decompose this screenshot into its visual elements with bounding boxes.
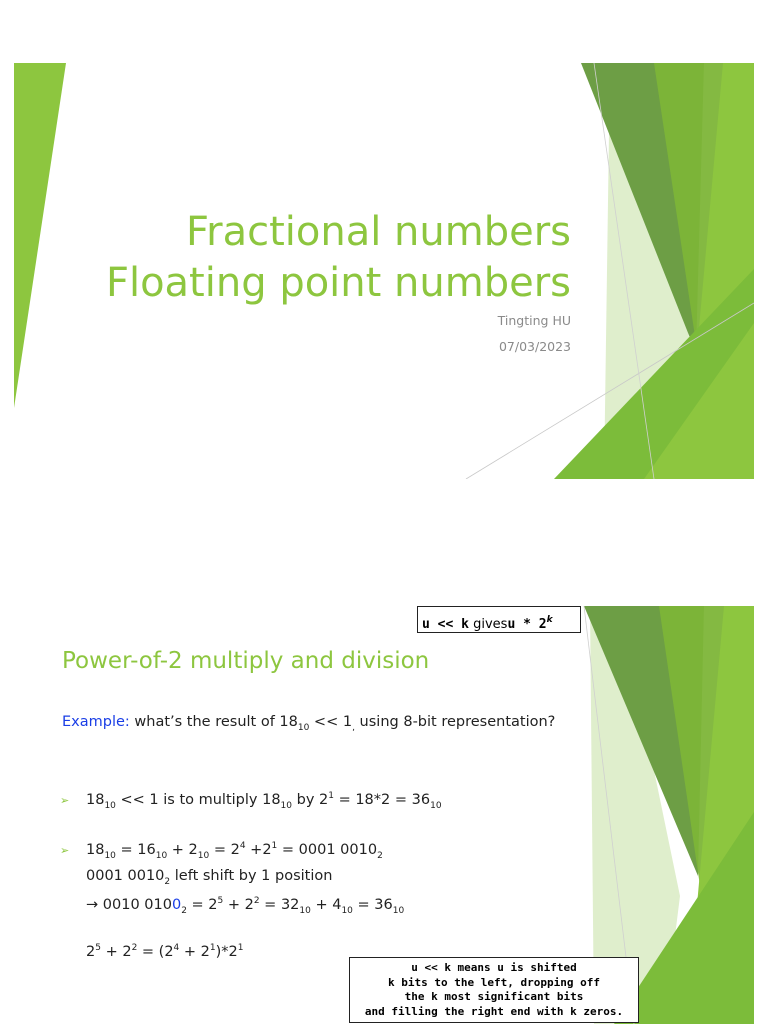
shift-line: 0001 $0010_2$ left shift by 1 position — [86, 868, 333, 887]
note-line: u << k means u is shifted — [411, 961, 577, 974]
formula-code: u << k — [422, 617, 469, 632]
bullet-1: $18_{10} << 1$ is to multiply $18_{10}$ by $2^1 = 18*2 = 36_{10}$ — [86, 791, 442, 811]
formula-box — [417, 606, 581, 633]
title-line-1: Fractional numbers — [186, 209, 571, 255]
shifted-zero-bit: 0 — [171, 897, 182, 913]
title-line-2: Floating point numbers — [105, 260, 571, 306]
bullet-arrow-icon: ➢ — [60, 844, 70, 857]
example-label: Example: — [62, 714, 130, 730]
note-line: the k most significant bits — [404, 990, 584, 1003]
content-slide — [14, 606, 754, 1024]
note-line: and filling the right end with k zeros. — [364, 1004, 624, 1018]
note-box — [349, 957, 639, 1023]
note-line: k bits to the left, dropping off — [388, 975, 600, 989]
formula-gives: gives — [473, 617, 508, 632]
bullet-arrow-icon: ➢ — [60, 794, 70, 807]
result-line: → 0010 $0100_2 = 2^5 + 2^2 = 32_{10} + 4_{10} = 36_{10}$ — [86, 896, 405, 916]
slide-title — [106, 207, 571, 309]
title-slide — [14, 63, 754, 479]
right-arrow-icon: → — [86, 897, 99, 913]
date: 07/03/2023 — [498, 339, 571, 354]
author: Tingting HU — [497, 313, 571, 328]
example-line: Example: what’s the result of $18_{10} << 1_,$ using 8-bit representation? — [62, 714, 556, 733]
bullet-2: $18_{10} = 16_{10} + 2_{10} = 2^4 +2^1 = 0001$ $0010_2$ — [86, 841, 383, 861]
slide-heading: Power-of-2 multiply and division — [62, 648, 430, 674]
formula-result: u * 2 — [507, 617, 547, 632]
formula-exponent: k — [546, 615, 553, 625]
identity-line: $2^5 + 2^2 = (2^4 + 2^1)*2^1$ — [86, 943, 244, 960]
